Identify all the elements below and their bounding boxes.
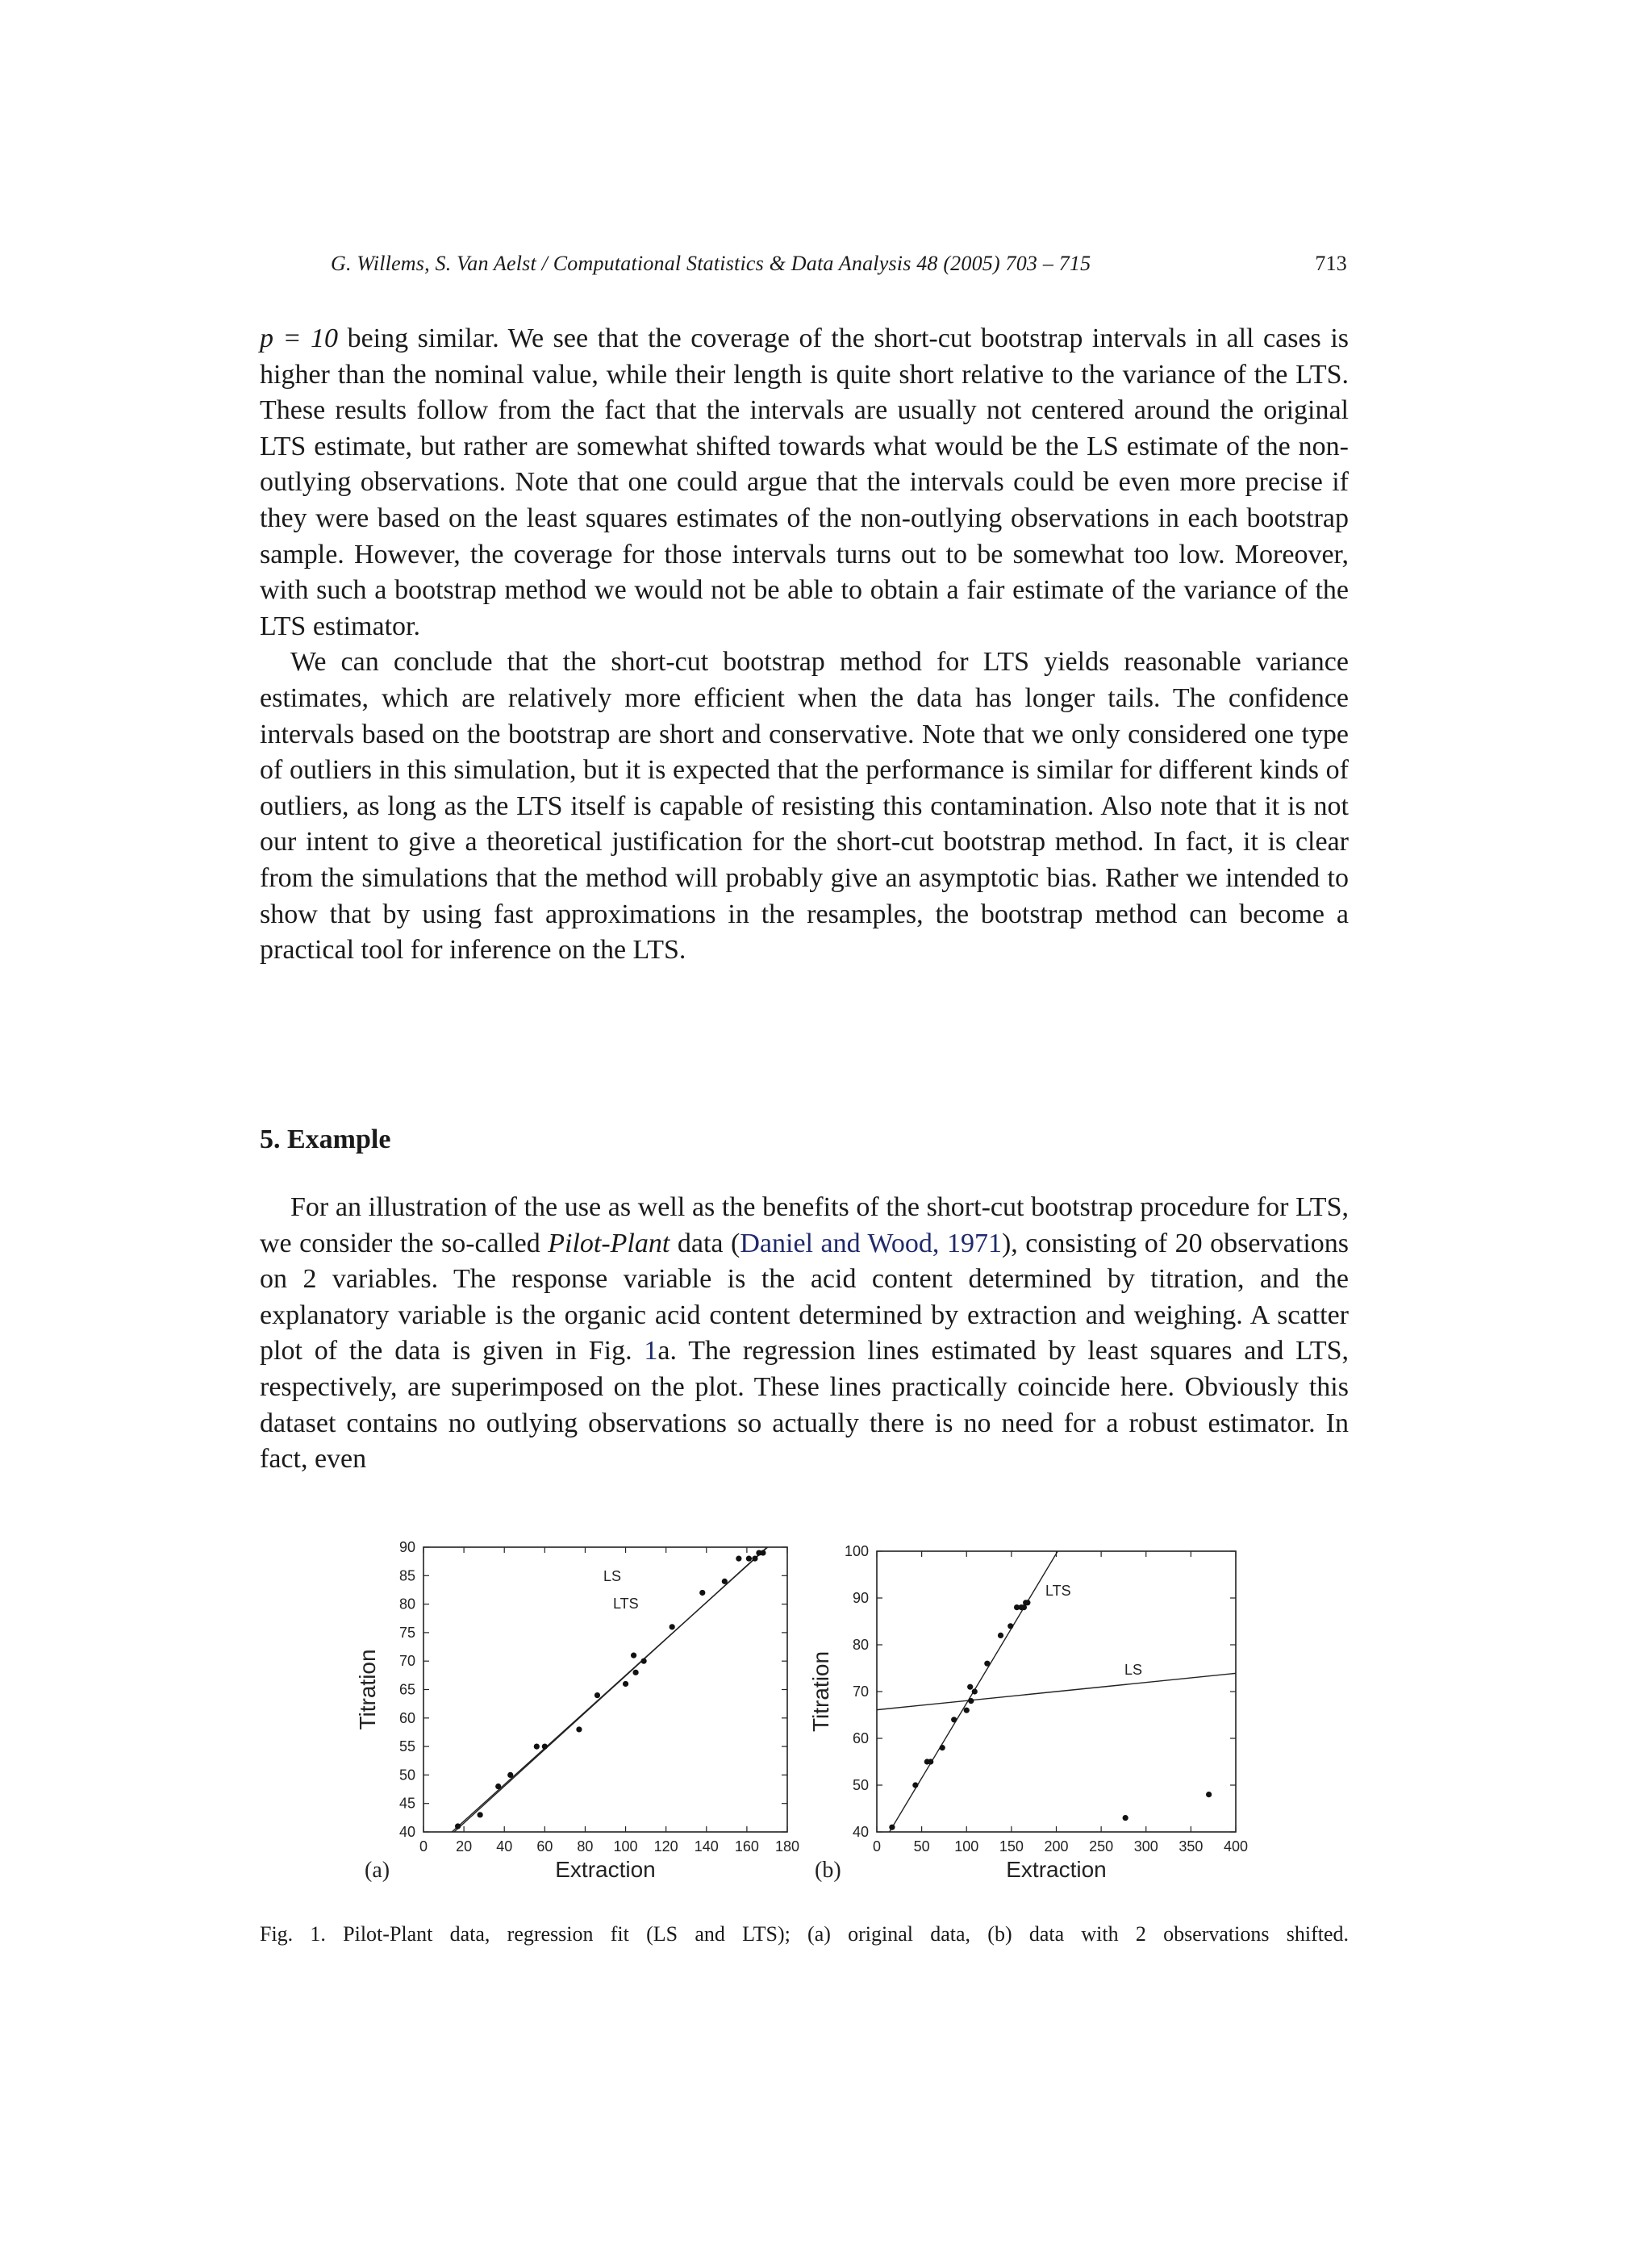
panel-a-x-tick-label: 160 [734, 1838, 759, 1855]
paragraph-3 [260, 1190, 1349, 1478]
panel-a-axes-frame [423, 1547, 787, 1832]
panel-b-x-tick-label: 300 [1133, 1838, 1158, 1855]
paragraph-3-part-c: ), consisting of 20 observations on 2 variables. The response variable is the acid content determined by titration, and the explanatory variable is the organic acid content determined by extraction and weighing. A scatter plot of the data is given in Fig. [260, 1228, 1349, 1366]
panel-b-y-tick-label: 90 [852, 1590, 869, 1606]
paragraph-1 [260, 321, 1349, 645]
paragraph-2: We can conclude that the short-cut bootstrap method for LTS yields reasonable variance estimates, which are relatively more efficient when the data has longer tails. The confidence intervals based on the bootstrap are short and conservative. Note that we only considered one type of outliers in this simulation, but it is expected that the performance is similar for different kinds of outliers, as long as the LTS itself is capable of resisting this contamination. Also note that it is not our intent to give a theoretical justification for the short-cut bootstrap method. In fact, it is clear from the simulations that the method will probably give an asymptotic bias. Rather we intended to show that by using fast approximations in the resamples, the bootstrap method can become a practical tool for inference on the LTS. [260, 647, 1349, 966]
panel-a-data-point [670, 1624, 675, 1629]
panel-b-data-point [1024, 1600, 1030, 1605]
paragraph-3-part-b: data ( [670, 1228, 740, 1258]
panel-a-data-point [760, 1550, 766, 1555]
panel-a-y-tick-label: 55 [398, 1738, 415, 1755]
panel-a-data-point [542, 1744, 548, 1750]
panel-a-y-tick-label: 70 [398, 1653, 415, 1670]
panel-b-x-tick-label: 50 [913, 1838, 930, 1855]
panel-b-y-tick-label: 100 [844, 1543, 869, 1559]
panel-a-x-tick-label: 120 [653, 1838, 678, 1855]
panel-a-y-tick-label: 60 [398, 1709, 415, 1726]
panel-a-data-point [722, 1579, 728, 1584]
panel-b-x-tick-label: 0 [872, 1838, 882, 1855]
panel-b-lts-line [877, 1525, 1236, 1853]
panel-b-y-axis-label: Titration [808, 1650, 833, 1733]
figure-reference-link[interactable]: 1 [644, 1336, 658, 1366]
panel-a-data-point [623, 1681, 628, 1687]
body-text-top [260, 321, 1349, 969]
panel-a-x-tick-label: 40 [496, 1838, 513, 1855]
panel-a-data-point [632, 1670, 638, 1675]
panel-b-data-point [968, 1698, 974, 1704]
panel-a-x-axis-label: Extraction [555, 1857, 656, 1882]
panel-b-line-label-ls: LS [1124, 1662, 1143, 1678]
panel-a-x-tick-label: 20 [456, 1838, 473, 1855]
panel-a-y-tick-label: 85 [398, 1567, 415, 1584]
panel-b-x-tick-label: 150 [999, 1838, 1024, 1855]
panel-a-y-tick-label: 50 [398, 1767, 415, 1784]
figure-caption: Fig. 1. Pilot-Plant data, regression fit (LS and LTS); (a) original data, (b) data with 2 observations shifted. [260, 1922, 1349, 1946]
panel-b-x-tick-label: 350 [1179, 1838, 1204, 1855]
citation-link[interactable]: Daniel and Wood, 1971 [740, 1228, 1002, 1258]
paragraph-3-part-d: a. The regression lines estimated by least squares and LTS, respectively, are superimposed on the plot. These lines practically coincide here. Obviously this dataset contains no outlying observations so actually there is no need for a robust estimator. In fact, even [260, 1336, 1349, 1475]
paragraph-3-part-a: For an illustration of the use as well as the benefits of the short-cut bootstrap procedure for LTS, we consider the so-called [260, 1192, 1349, 1258]
dataset-name: Pilot-Plant [548, 1228, 670, 1258]
panel-b-data-point [912, 1782, 918, 1788]
panel-b-y-tick-label: 40 [852, 1824, 869, 1840]
panel-b-data-point [964, 1708, 970, 1713]
panel-b-data-point [1206, 1792, 1212, 1797]
panel-a-data-point [534, 1744, 540, 1750]
body-text-example [260, 1190, 1349, 1478]
running-head-text: G. Willems, S. Van Aelst / Computational Statistics & Data Analysis 48 (2005) 703 – 715 [331, 252, 1091, 275]
panel-b-y-tick-label: 70 [852, 1683, 869, 1700]
panel-a-line-label-ls: LS [603, 1568, 622, 1584]
panel-a-data-point [631, 1653, 636, 1658]
panel-b-data-point [972, 1688, 978, 1694]
panel-b-data-point [1123, 1815, 1128, 1821]
panel-a-y-tick-label: 80 [398, 1596, 415, 1613]
paragraph-1-text: being similar. We see that the coverage of the short-cut bootstrap intervals in all cases is higher than the nominal value, while their length is quite short relative to the variance of the LTS. These results follow from the fact that the intervals are usually not centered around the original LTS estimate, but rather are somewhat shifted towards what would be the LS estimate of the non-outlying observations. Note that one could argue that the intervals could be even more precise if they were based on the least squares estimates of the non-outlying observations in each bootstrap sample. However, the coverage for those intervals turns out to be somewhat too low. Moreover, with such a bootstrap method we would not be able to obtain a fair estimate of the variance of the LTS estimator. [260, 323, 1349, 641]
panel-b-ls-line [877, 1673, 1236, 1709]
figure-1 [347, 1525, 1274, 1896]
panel-a-y-tick-label: 75 [398, 1624, 415, 1641]
panel-a-x-tick-label: 100 [613, 1838, 638, 1855]
panel-a-y-axis-label: Titration [355, 1649, 380, 1730]
panel-b-data-point [889, 1825, 895, 1830]
panel-b-y-tick-label: 80 [852, 1637, 869, 1653]
panel-a-data-point [736, 1556, 741, 1562]
inline-math: p = 10 [260, 323, 339, 353]
panel-b-data-point [967, 1684, 973, 1690]
panel-a-data-point [699, 1590, 705, 1596]
panel-a-data-point [478, 1812, 483, 1817]
panel-a-data-point [495, 1784, 501, 1789]
panel-a-data-point [746, 1556, 752, 1562]
panel-a-x-tick-label: 60 [536, 1838, 553, 1855]
panel-a-x-tick-label: 0 [419, 1838, 428, 1855]
panel-a-data-point [641, 1658, 647, 1664]
panel-b-data-point [998, 1633, 1003, 1638]
panel-a-data-point [455, 1823, 461, 1829]
figure-1-svg [347, 1525, 1274, 1896]
panel-a-x-tick-label: 140 [694, 1838, 719, 1855]
panel-a-data-point [576, 1726, 582, 1732]
panel-a-y-tick-label: 40 [398, 1824, 415, 1840]
panel-b-x-tick-label: 400 [1223, 1838, 1249, 1855]
panel-b-x-tick-label: 250 [1089, 1838, 1114, 1855]
panel-b-x-axis-label: Extraction [1006, 1857, 1107, 1882]
panel-b-data-point [1007, 1623, 1013, 1629]
panel-a-data-point [507, 1772, 513, 1778]
panel-a-panel-label: (a) [365, 1858, 390, 1883]
panel-b-panel-label: (b) [815, 1858, 841, 1883]
section-heading: 5. Example [260, 1124, 391, 1154]
panel-a-y-tick-label: 65 [398, 1681, 415, 1698]
panel-b-y-tick-label: 50 [852, 1777, 869, 1793]
panel-b-x-tick-label: 200 [1044, 1838, 1069, 1855]
panel-a-data-point [752, 1556, 757, 1562]
panel-a-x-tick-label: 80 [577, 1838, 594, 1855]
panel-b-line-label-lts: LTS [1045, 1583, 1071, 1599]
running-head [331, 252, 1347, 276]
panel-b-x-tick-label: 100 [954, 1838, 979, 1855]
panel-a-y-tick-label: 45 [398, 1795, 415, 1812]
panel-a-data-point [594, 1692, 600, 1698]
panel-b-y-tick-label: 60 [852, 1730, 869, 1746]
panel-a-y-tick-label: 90 [398, 1539, 415, 1555]
page-number: 713 [1315, 252, 1347, 275]
panel-b-data-point [940, 1745, 945, 1750]
panel-a-line-label-lts: LTS [613, 1596, 639, 1612]
panel-b-data-point [951, 1717, 957, 1722]
panel-b-data-point [984, 1661, 990, 1667]
panel-b-data-point [928, 1759, 933, 1764]
panel-a-x-tick-label: 180 [774, 1838, 800, 1855]
